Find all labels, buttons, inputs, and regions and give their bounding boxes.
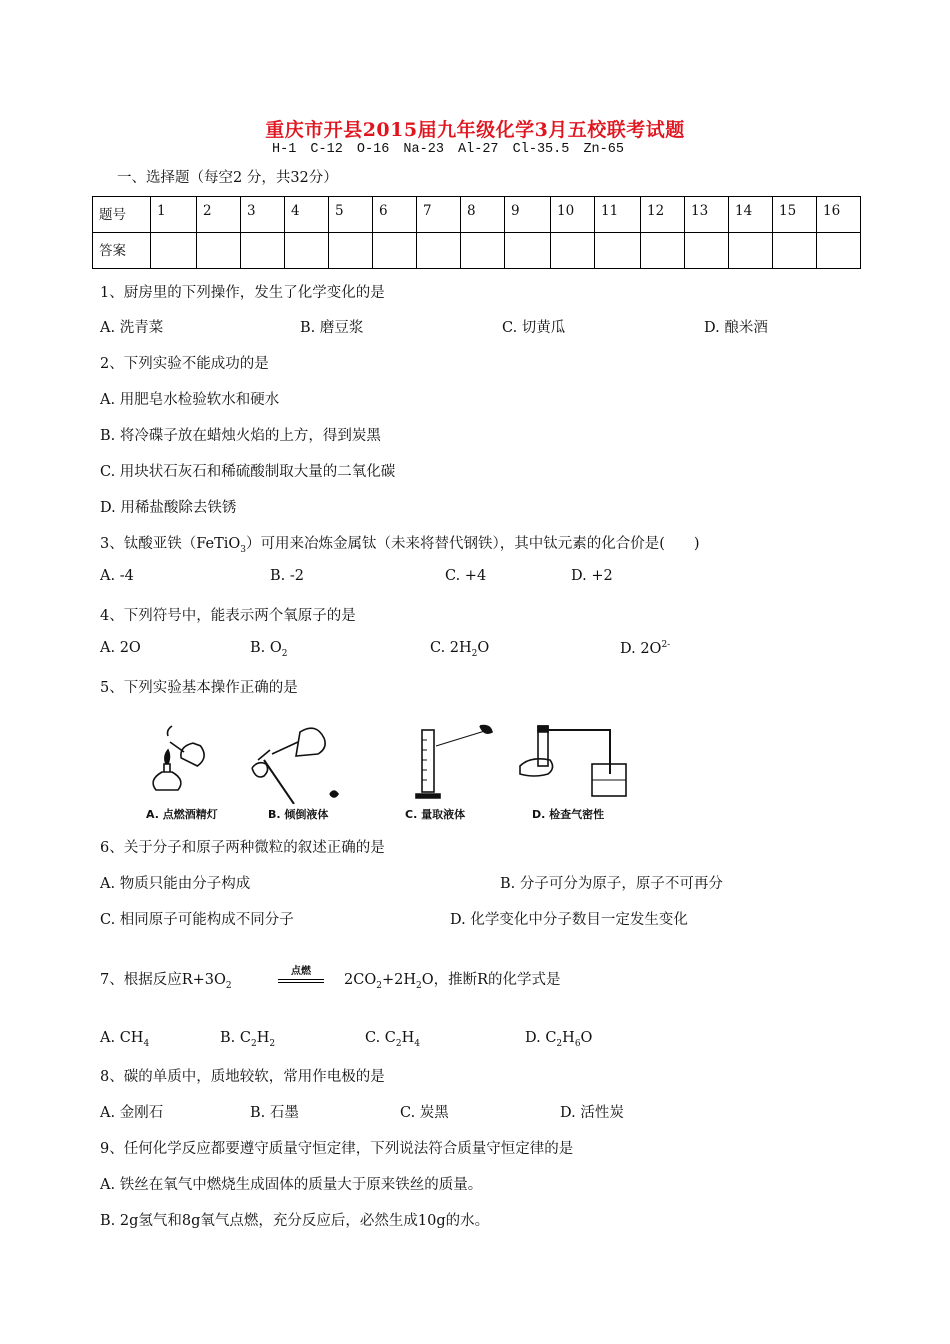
figure-caption: B. 倾倒液体 — [268, 808, 329, 821]
option: A. $CH_4$ — [100, 1030, 150, 1049]
answer-cell[interactable] — [329, 233, 373, 269]
table-cell: 7 — [417, 197, 461, 233]
answer-cell[interactable] — [241, 233, 285, 269]
option: B. 石墨 — [250, 1105, 299, 1121]
answer-cell[interactable] — [685, 233, 729, 269]
table-cell: 16 — [817, 197, 861, 233]
question-stem: 2、下列实验不能成功的是 — [100, 356, 269, 372]
answer-table — [92, 196, 861, 269]
option: D. +2 — [571, 568, 613, 584]
atomic-masses: H-1 C-12 O-16 Na-23 Al-27 Cl-35.5 Zn-65 — [272, 142, 624, 157]
answer-cell[interactable] — [641, 233, 685, 269]
table-cell: 8 — [461, 197, 505, 233]
option: D. 活性炭 — [560, 1105, 624, 1121]
option: D. 用稀盐酸除去铁锈 — [100, 500, 237, 516]
gas-apparatus-icon — [520, 726, 626, 796]
question-stem: 7、根据反应$R+3O_2$ — [100, 972, 232, 991]
option: C. 炭黑 — [400, 1105, 449, 1121]
page-title: 重庆市开县2015届九年级化学3月五校联考试题 — [265, 119, 685, 141]
table-cell: 5 — [329, 197, 373, 233]
reaction-arrow: 点燃 — [278, 962, 324, 983]
answer-cell[interactable] — [285, 233, 329, 269]
option: B. 磨豆浆 — [300, 320, 364, 336]
table-cell: 12 — [641, 197, 685, 233]
option: A. 物质只能由分子构成 — [100, 876, 251, 892]
figure-caption: C. 量取液体 — [405, 808, 466, 821]
option: A. 金刚石 — [100, 1105, 164, 1121]
option: D. $C_2H_6O$ — [525, 1030, 593, 1049]
table-cell: 11 — [595, 197, 641, 233]
option: A. 2O — [100, 640, 141, 656]
option: A. 铁丝在氧气中燃烧生成固体的质量大于原来铁丝的质量。 — [100, 1177, 483, 1193]
option: C. +4 — [445, 568, 487, 584]
option: D. $2O^{2-}$ — [620, 640, 671, 657]
option: C. 切黄瓜 — [502, 320, 566, 336]
option: B. 将冷碟子放在蜡烛火焰的上方，得到炭黑 — [100, 428, 381, 444]
table-cell: 10 — [551, 197, 595, 233]
option: B. -2 — [270, 568, 304, 584]
question-stem: 3、钛酸亚铁（FeTiO$_3$）可用来冶炼金属钛（未来将替代钢铁），其中钛元素的化合价是( ) — [100, 536, 700, 555]
section-heading: 一、选择题（每空2 分，共32分） — [117, 170, 338, 186]
option: B. 分子可分为原子，原子不可再分 — [500, 876, 723, 892]
option: B. $C_2H_2$ — [220, 1030, 276, 1049]
lab-operations-figure — [140, 722, 650, 804]
answer-cell[interactable] — [551, 233, 595, 269]
figure-caption: D. 检查气密性 — [532, 808, 605, 821]
answer-cell[interactable] — [773, 233, 817, 269]
table-cell: 9 — [505, 197, 551, 233]
answer-cell[interactable] — [729, 233, 773, 269]
option: B. $O_2$ — [250, 640, 288, 659]
answer-cell[interactable] — [373, 233, 417, 269]
alcohol-lamp-icon — [153, 726, 207, 790]
option: D. 酿米酒 — [704, 320, 768, 336]
table-row — [93, 197, 861, 233]
answer-cell[interactable] — [595, 233, 641, 269]
question-stem: 9、任何化学反应都要遵守质量守恒定律，下列说法符合质量守恒定律的是 — [100, 1141, 574, 1157]
table-header-cell: 题号 — [93, 197, 151, 233]
question-stem: 5、下列实验基本操作正确的是 — [100, 680, 298, 696]
option: C. 用块状石灰石和稀硫酸制取大量的二氧化碳 — [100, 464, 396, 480]
option: A. -4 — [100, 568, 134, 584]
reaction-products: $2CO_2+2H_2O$，推断R的化学式是 — [344, 972, 561, 991]
question-stem: 4、下列符号中，能表示两个氧原子的是 — [100, 608, 356, 624]
table-cell: 15 — [773, 197, 817, 233]
answer-cell[interactable] — [197, 233, 241, 269]
question-stem: 8、碳的单质中，质地较软，常用作电极的是 — [100, 1069, 385, 1085]
table-cell: 1 — [151, 197, 197, 233]
table-header-cell: 答案 — [93, 233, 151, 269]
question-stem: 1、厨房里的下列操作，发生了化学变化的是 — [100, 285, 385, 301]
option: C. $2H_2O$ — [430, 640, 490, 659]
measuring-cylinder-icon — [416, 726, 492, 798]
question-stem: 6、关于分子和原子两种微粒的叙述正确的是 — [100, 840, 385, 856]
option: B. 2g氢气和8g氧气点燃，充分反应后，必然生成10g的水。 — [100, 1213, 490, 1229]
answer-cell[interactable] — [151, 233, 197, 269]
answer-cell[interactable] — [817, 233, 861, 269]
table-cell: 13 — [685, 197, 729, 233]
table-cell: 4 — [285, 197, 329, 233]
option: D. 化学变化中分子数目一定发生变化 — [450, 912, 688, 928]
option: C. 相同原子可能构成不同分子 — [100, 912, 294, 928]
option: C. $C_2H_4$ — [365, 1030, 421, 1049]
table-cell: 2 — [197, 197, 241, 233]
table-row — [93, 233, 861, 269]
table-cell: 3 — [241, 197, 285, 233]
answer-cell[interactable] — [417, 233, 461, 269]
answer-cell[interactable] — [505, 233, 551, 269]
table-cell: 14 — [729, 197, 773, 233]
option: A. 用肥皂水检验软水和硬水 — [100, 392, 280, 408]
test-tube-icon — [252, 728, 338, 804]
figure-caption: A. 点燃酒精灯 — [146, 808, 218, 821]
option: A. 洗青菜 — [100, 320, 164, 336]
answer-cell[interactable] — [461, 233, 505, 269]
table-cell: 6 — [373, 197, 417, 233]
